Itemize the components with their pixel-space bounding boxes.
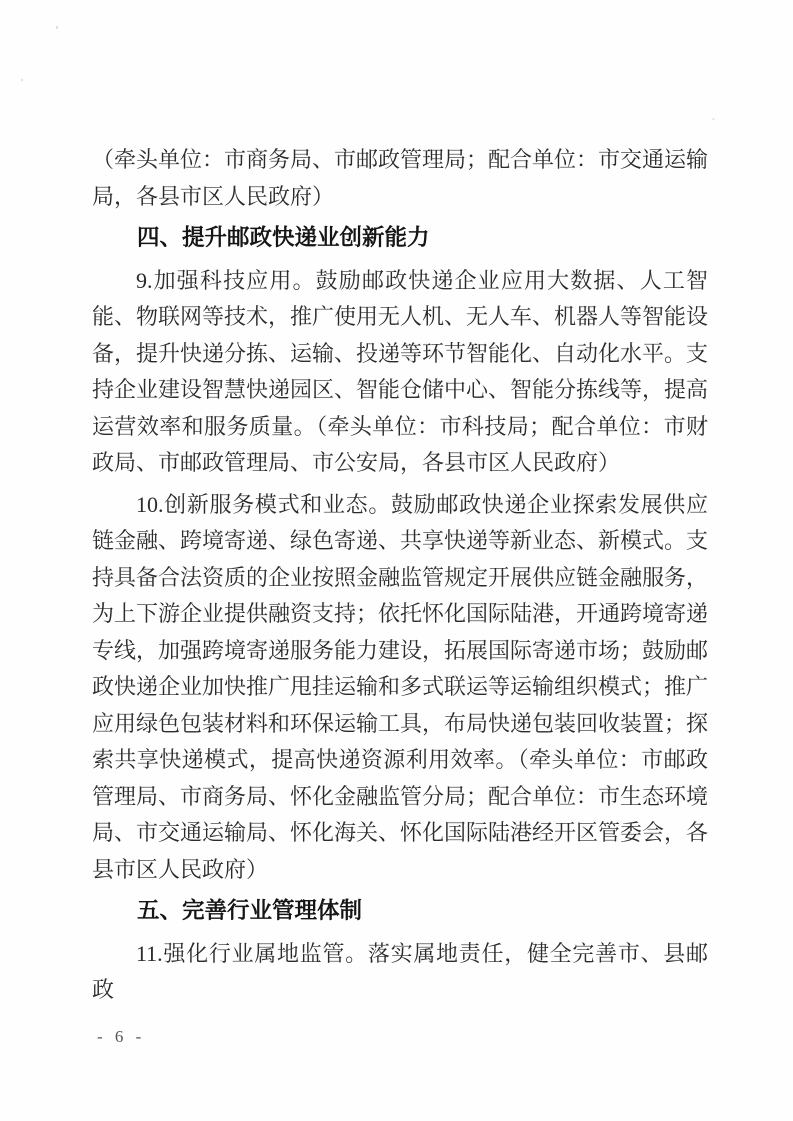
- section-heading-4-innovation: 四、提升邮政快递业创新能力: [137, 225, 430, 250]
- paragraph-11-territorial-supervision: 11.强化行业属地监管。落实属地责任，健全完善市、县邮政: [92, 940, 708, 1002]
- scan-speck: [21, 79, 23, 81]
- section-heading-5-industry-management: 五、完善行业管理体制: [137, 898, 363, 923]
- scan-speck: [56, 26, 58, 29]
- document-content: [92, 142, 708, 1014]
- paragraph-continuation-lead-units: （牵头单位：市商务局、市邮政管理局；配合单位：市交通运输局，各县市区人民政府）: [92, 147, 709, 209]
- paragraph-9-technology-application: 9.加强科技应用。鼓励邮政快递企业应用大数据、人工智能、物联网等技术，推广使用无人机、无人车、机器人等智能设备，提升快递分拣、运输、投递等环节智能化、自动化水平。支持企业建设智慧快递园区、智能仓储中心、智能分拣线等，提高运营效率和服务质量。（牵头单位：市科技局；配合单位：市财政局、市邮政管理局、市公安局，各县市区人民政府）: [92, 267, 709, 475]
- page-number: - 6 -: [97, 1027, 146, 1046]
- paragraph-10-service-models: 10.创新服务模式和业态。鼓励邮政快递企业探索发展供应链金融、跨境寄递、绿色寄递、共享快递等新业态、新模式。支持具备合法资质的企业按照金融监管规定开展供应链金融服务，为上下游企业提供融资支持；依托怀化国际陆港，开通跨境寄递专线，加强跨境寄递服务能力建设，拓展国际寄递市场；鼓励邮政快递企业加快推广甩挂运输和多式联运等运输组织模式；推广应用绿色包装材料和环保运输工具，布局快递包装回收装置；探索共享快递模式，提高快递资源利用效率。（牵头单位：市邮政管理局、市商务局、怀化金融监管分局；配合单位：市生态环境局、市交通运输局、怀化海关、怀化国际陆港经开区管委会，各县市区人民政府）: [92, 491, 709, 882]
- scan-speck: [712, 118, 715, 120]
